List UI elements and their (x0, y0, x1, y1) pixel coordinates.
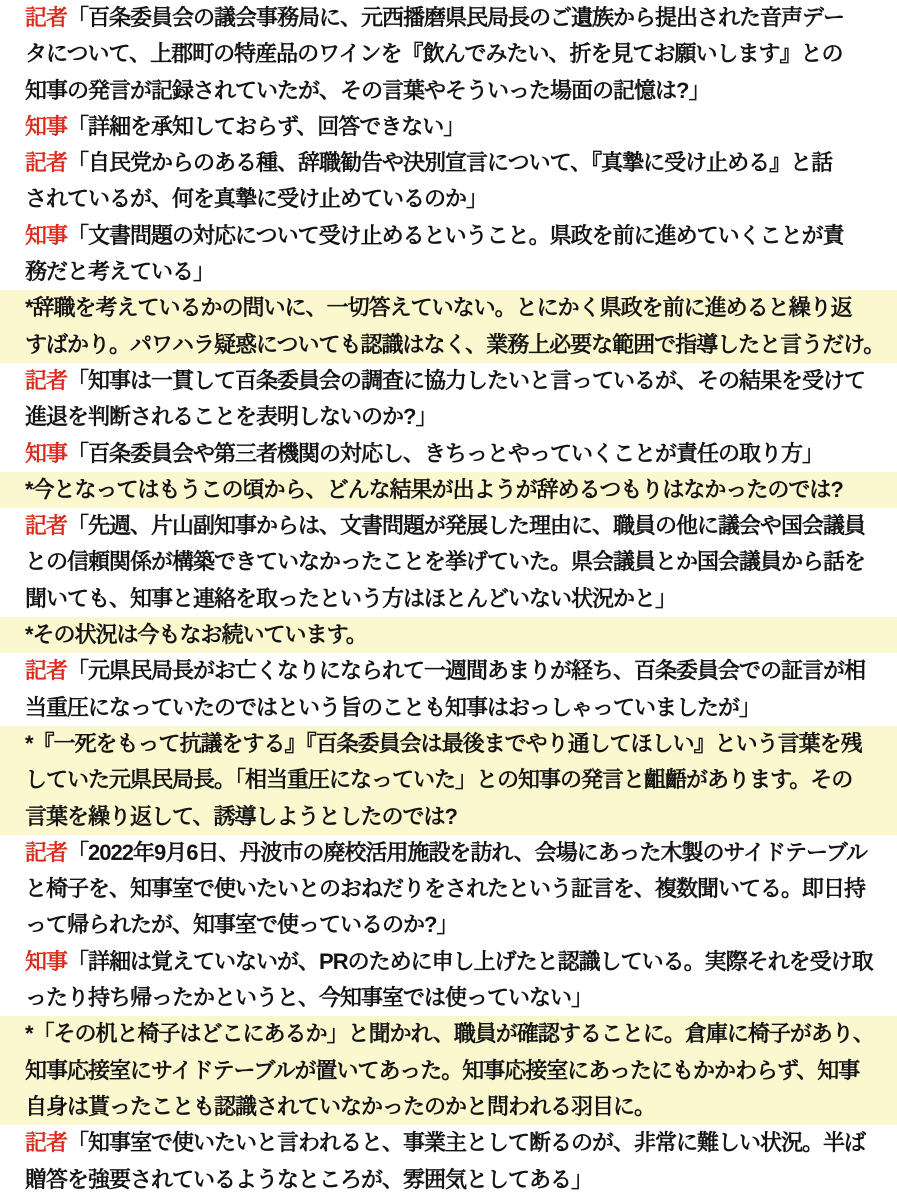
dialogue-line: 記者「元県民局長がお亡くなりになられて一週間あまりが経ち、百条委員会での証言が相 (25, 658, 866, 684)
commentary-line: *『一死をもって抗議をする』『百条委員会は最後までやり通してほしい』という言葉を残 (0, 726, 897, 762)
speaker-label: 記者 (25, 150, 68, 176)
dialogue-line: 記者「百条委員会の議会事務局に、元西播磨県民局長のご遺族から提出された音声デー (25, 5, 845, 30)
speaker-label: 知事 (25, 113, 68, 139)
dialogue-continuation-line: って帰られたが、知事室で使っているのか?」 (25, 912, 458, 938)
dialogue-continuation-line: 贈答を強要されているようなところが、雰囲気としてある」 (25, 1166, 593, 1192)
commentary-line: *「その机と椅子はどこにあるか」と聞かれ、職員が確認することに。倉庫に椅子があり、 (0, 1016, 897, 1052)
dialogue-continuation-line: と椅子を、知事室で使いたいとのおねだりをされたという証言を、複数聞いてる。即日持 (25, 876, 866, 902)
commentary-line: 自身は貰ったことも認識されていなかったのかと問われる羽目に。 (0, 1089, 897, 1125)
dialogue-line: 知事「詳細を承知しておらず、回答できない」 (25, 113, 465, 139)
speaker-label: 記者 (25, 513, 68, 539)
speaker-label: 記者 (25, 839, 68, 865)
speaker-label: 記者 (25, 658, 68, 684)
dialogue-line: 記者「自民党からのある種、辞職勧告や決別宣言について、『真摯に受け止める』と話 (25, 150, 833, 176)
speaker-label: 記者 (25, 367, 68, 393)
dialogue-continuation-line: ったり持ち帰ったかというと、今知事室では使っていない」 (25, 985, 593, 1011)
commentary-line: すばかり。パワハラ疑惑についても認識はなく、業務上必要な範囲で指導したと言うだけ。 (0, 327, 897, 363)
commentary-line: 言葉を繰り返して、誘導しようとしたのでは? (0, 799, 897, 835)
dialogue-line: 知事「文書問題の対応について受け止めるということ。県政を前に進めていくことが責 (25, 222, 844, 248)
dialogue-continuation-line: 当重圧になっていたのではという旨のことも知事はおっしゃっていましたが」 (25, 694, 761, 720)
dialogue-line: 記者「先週、片山副知事からは、文書問題が発展した理由に、職員の他に議会や国会議員 (25, 513, 866, 539)
dialogue-continuation-line: 聞いても、知事と連絡を取ったという方はほとんどいない状況かと」 (25, 585, 677, 611)
commentary-line: *その状況は今もなお続いています。 (0, 617, 897, 653)
dialogue-continuation-line: 務だと考えている」 (25, 259, 215, 285)
dialogue-continuation-line: との信頼関係が構築できていなかったことを挙げていた。県会議員とか国会議員から話を (25, 549, 866, 575)
dialogue-line: 知事「詳細は覚えていないが、PRのために申し上げたと認識している。実際それを受け取 (25, 948, 873, 974)
commentary-line: *辞職を考えているかの問いに、一切答えていない。とにかく県政を前に進めると繰り返 (0, 290, 897, 326)
speaker-label: 知事 (25, 948, 68, 974)
dialogue-line: 知事「百条委員会や第三者機関の対応し、きちっとやっていくことが責任の取り方」 (25, 440, 824, 466)
dialogue-continuation-line: されているが、何を真摯に受け止めているのか」 (25, 186, 488, 212)
speaker-label: 記者 (25, 5, 68, 30)
speaker-label: 知事 (25, 222, 68, 248)
dialogue-continuation-line: 知事の発言が記録されていたが、その言葉やそういった場面の記憶は?」 (25, 77, 710, 103)
commentary-line: していた元県民局長。「相当重圧になっていた」との知事の発言と齟齬があります。その (0, 762, 897, 798)
speaker-label: 知事 (25, 440, 68, 466)
commentary-line: *今となってはもうこの頃から、どんな結果が出ようが辞めるつもりはなかったのでは? (0, 472, 897, 508)
commentary-line: 知事応接室にサイドテーブルが置いてあった。知事応接室にあったにもかかわらず、知事 (0, 1053, 897, 1089)
dialogue-line: 記者「2022年9月6日、丹波市の廃校活用施設を訪れ、会場にあった木製のサイドテーブル (25, 839, 868, 865)
speaker-label: 記者 (25, 1130, 68, 1156)
dialogue-line: 記者「知事室で使いたいと言われると、事業主として断るのが、非常に難しい状況。半ば (25, 1130, 866, 1156)
dialogue-continuation-line: タについて、上郡町の特産品のワインを『飲んでみたい、折を見てお願いします』との (25, 41, 843, 67)
dialogue-continuation-line: 進退を判断されることを表明しないのか?」 (25, 404, 437, 430)
dialogue-line: 記者「知事は一貫して百条委員会の調査に協力したいと言っているが、その結果を受けて (25, 367, 866, 393)
